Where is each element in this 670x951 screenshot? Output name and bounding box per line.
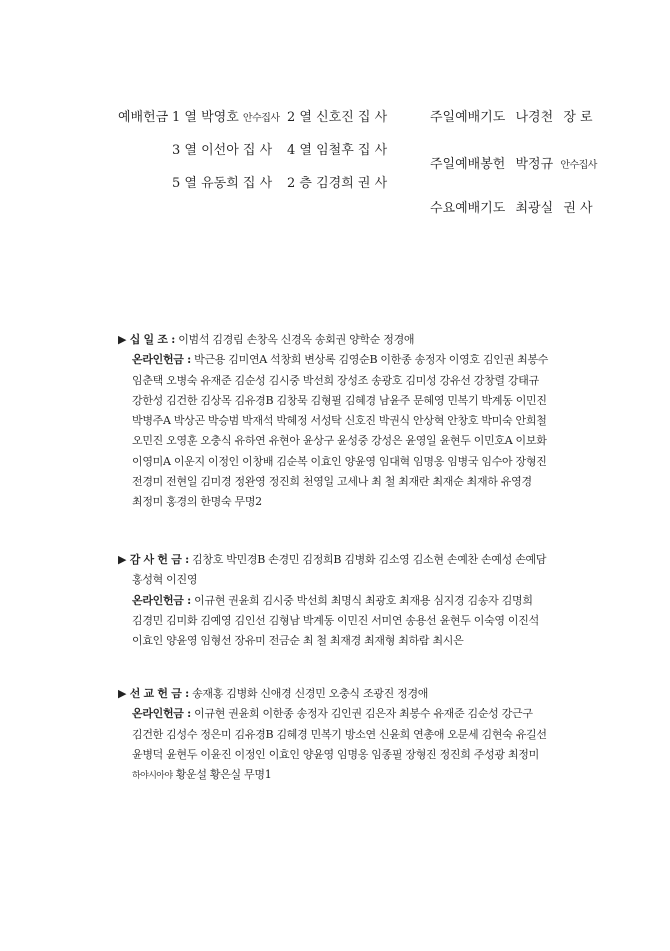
thanks-names: 김창호 박민경B 손경민 김정희B 김병화 김소영 김소현 손예찬 손예성 손예담 — [192, 553, 547, 566]
tithe-online-line — [118, 350, 578, 370]
thanks-online-label: 온라인헌금 : — [132, 593, 191, 607]
offering-row-1-title: 안수집사 — [242, 113, 280, 124]
thanks-online-line — [118, 591, 578, 611]
prayer-label: 주일예배봉헌 — [430, 157, 506, 172]
tithe-online-names: 박근용 김미연A 석창희 변상록 김영순B 이한종 송정자 이영호 김인권 최봉수 — [194, 353, 549, 367]
mission-last-prefix: 하야시아야 — [132, 771, 173, 782]
prayer-name: 나경천 — [515, 110, 554, 125]
mission-online-names: 이규현 권윤희 이한종 송정자 김인권 김은자 최봉수 유재준 김순성 강근구 — [194, 707, 533, 721]
prayer-item — [430, 197, 593, 216]
thanks-online-names: 이규현 권윤희 김시중 박선희 최명식 최광호 최재용 심지경 김송자 김명희 — [194, 593, 533, 607]
thanks-heading: ▶ 감 사 헌 금 : — [118, 553, 189, 566]
thanks-section — [118, 550, 578, 651]
prayer-title: 안수집사 — [560, 160, 597, 171]
name-line: 김경민 김미화 김예영 김인선 김형남 박계동 이민진 서미연 송용선 윤현두 이숙영 이진석 — [132, 613, 539, 627]
offering-label: 예배헌금 — [118, 110, 169, 125]
offering-row-3: 3 열 이선아 집 사 — [172, 143, 273, 158]
name-line: 강한성 김건한 김상목 김유경B 김창묵 김형필 김혜경 남윤주 문혜영 민복기 박계동 이민진 — [132, 393, 547, 407]
name-line: 오민진 오영훈 오충식 유하연 유현아 윤상구 윤성중 강성은 윤영일 윤현두 이민호A 이보화 — [132, 434, 547, 448]
name-line: 임춘택 오병숙 유재준 김순성 김시중 박선희 장성조 송광호 김미성 강유선 강창렬 강태규 — [132, 373, 539, 387]
name-line: 이효인 양윤영 임형선 장유미 전금순 최 철 최재경 최재형 최하람 최시은 — [132, 634, 464, 648]
prayer-item — [430, 153, 597, 172]
mission-names: 송재홍 김병화 신애경 신경민 오충식 조광진 정경애 — [192, 687, 429, 700]
name-line: 박병주A 박상곤 박승범 박재석 박혜정 서성탁 신호진 박권식 안상혁 안창호 박미숙 안희철 — [132, 414, 547, 428]
name-line: 김건한 김성수 정은미 김유경B 김혜경 민복기 방소연 신윤희 연총애 오문세 김현숙 유길선 — [132, 727, 547, 741]
name-line: 홍성혁 이진영 — [132, 573, 198, 587]
offering-row-1 — [172, 106, 280, 125]
thanks-heading-line — [118, 550, 578, 570]
offering-row-4: 4 열 임철후 집 사 — [287, 143, 388, 158]
mission-section — [118, 684, 578, 785]
name-line: 전경미 전현일 김미경 정완영 정진희 천영일 고세나 최 철 최재란 최재순 최재하 유영경 — [132, 475, 532, 489]
mission-last-names: 황운설 황은실 무명1 — [175, 768, 272, 782]
tithe-names: 이범석 김경림 손창옥 신경옥 송회권 양학순 정경애 — [178, 333, 415, 346]
prayer-name: 박정규 — [515, 157, 554, 172]
tithe-online-label: 온라인헌금 : — [132, 353, 191, 367]
prayer-item — [430, 106, 593, 125]
tithe-heading-line — [118, 330, 578, 350]
offering-row-2: 2 열 신호진 집 사 — [287, 110, 388, 125]
offering-row-1-name: 1 열 박영호 — [172, 110, 239, 125]
tithe-heading: ▶ 십 일 조 : — [118, 333, 176, 346]
prayer-title: 권 사 — [563, 201, 593, 216]
prayer-name: 최광실 — [515, 201, 554, 216]
tithe-section — [118, 330, 578, 513]
mission-last-line — [118, 765, 578, 785]
prayer-label: 주일예배기도 — [430, 110, 506, 125]
offering-row-5: 5 열 유동희 집 사 — [172, 176, 273, 191]
offering-row-6: 2 층 김경희 권 사 — [287, 176, 388, 191]
name-line: 윤병덕 윤현두 이윤진 이정인 이효인 양윤영 임명옹 임종필 장형진 정진희 주성광 최정미 — [132, 747, 539, 761]
prayer-label: 수요예배기도 — [430, 201, 506, 216]
mission-online-label: 온라인헌금 : — [132, 707, 191, 721]
name-line: 이영미A 이운지 이정인 이창배 김순복 이효인 양윤영 임대혁 임명옹 임병국 임수아 장형진 — [132, 454, 547, 468]
name-line: 최정미 홍경의 한명숙 무명2 — [132, 495, 262, 509]
mission-online-line — [118, 704, 578, 724]
mission-heading-line — [118, 684, 578, 704]
prayer-title: 장 로 — [563, 110, 593, 125]
mission-heading: ▶ 선 교 헌 금 : — [118, 687, 189, 700]
